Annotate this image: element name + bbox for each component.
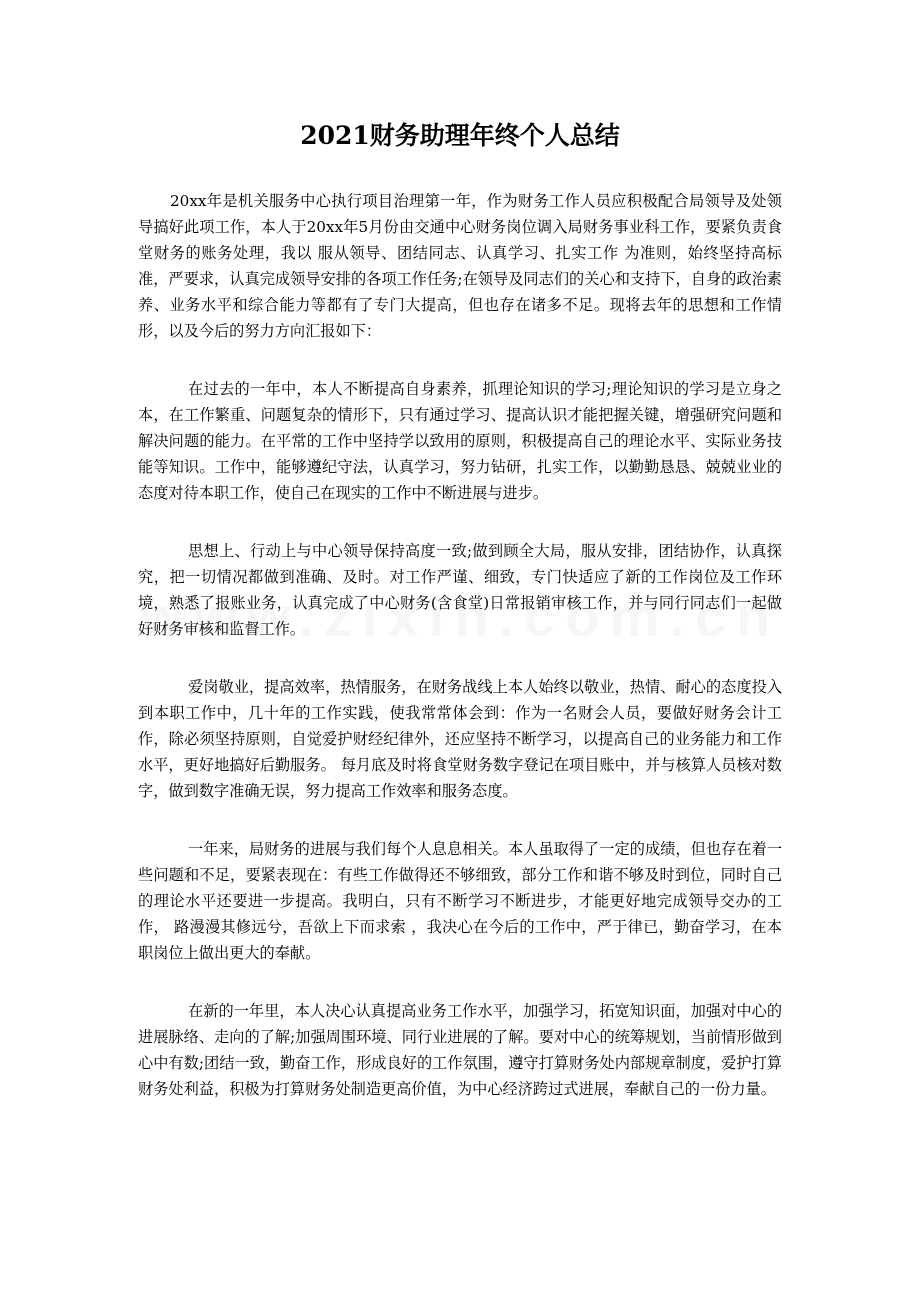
paragraph-study: 在过去的一年中，本人不断提高自身素养，抓理论知识的学习;理论知识的学习是立身之本，在工作繁重、问题复杂的情形下，只有通过学习、提高认识才能把握关键，增强研究问题和解决问题的能力。在平常的工作中坚持学以致用的原则，积极提高自己的理论水平、实际业务技能等知识。工作中，能够遵纪守法，认真学习，努力钻研，扎实工作，以勤勤恳恳、兢兢业业的态度对待本职工作，使自己在现实的工作中不断进展与进步。 <box>138 380 782 502</box>
paragraph-new-year: 在新的一年里，本人决心认真提高业务工作水平，加强学习，拓宽知识面，加强对中心的进展脉络、走向的了解;加强周围环境、同行业进展的了解。要对中心的统筹规划，当前情形做到心中有数;团结一致，勤奋工作，形成良好的工作氛围，遵守打算财务处内部规章制度，爱护打算财务处利益，积极为打算财务处制造更高价值，为中心经济跨过式进展，奉献自己的一份力量。 <box>138 1002 782 1098</box>
paragraph-shortcomings: 一年来，局财务的进展与我们每个人息息相关。本人虽取得了一定的成绩，但也存在着一些问题和不足，要紧表现在：有些工作做得还不够细致，部分工作和谐不够及时到位，同时自己的理论水平还要进一步提高。我明白，只有不断学习不断进步，才能更好地完成领导交办的工作， 路漫漫其修远兮，吾欲上下而求索 ，我决心在今后的工作中，严于律已，勤奋学习，在本职岗位上做出更大的奉献。 <box>138 840 782 962</box>
document-title: 2021财务助理年终个人总结 <box>300 121 620 150</box>
paragraph-dedication: 爱岗敬业，提高效率，热情服务，在财务战线上本人始终以敬业，热情、耐心的态度投入到本职工作中，几十年的工作实践，使我常常体会到：作为一名财会人员，要做好财务会计工作，除必须坚持原则，自觉爱护财经纪律外，还应坚持不断学习，以提高自己的业务能力和工作水平，更好地搞好后勤服务。 每月底及时将食堂财务数字登记在项目账中，并与核算人员核对数字，做到数字准确无误，努力提高工作效率和服务态度。 <box>138 678 782 800</box>
paragraph-thought: 思想上、行动上与中心领导保持高度一致;做到顾全大局，服从安排，团结协作，认真探究，把一切情况都做到准确、及时。对工作严谨、细致，专门快适应了新的工作岗位及工作环境，熟悉了报账业务，认真完成了中心财务(含食堂)日常报销审核工作，并与同行同志们一起做好财务审核和监督工作。 <box>138 542 782 638</box>
paragraph-intro: 20xx年是机关服务中心执行项目治理第一年，作为财务工作人员应积极配合局领导及处领导搞好此项工作，本人于20xx年5月份由交通中心财务岗位调入局财务事业科工作，要紧负责食堂财务的账务处理，我以 服从领导、团结同志、认真学习、扎实工作 为准则，始终坚持高标准，严要求，认真完成领导安排的各项工作任务;在领导及同志们的关心和支持下，自身的政治素养、业务水平和综合能力等都有了专门大提高，但也存在诸多不足。现将去年的思想和工作情形，以及今后的努力方向汇报如下： <box>138 192 782 340</box>
document-body <box>138 188 782 1134</box>
